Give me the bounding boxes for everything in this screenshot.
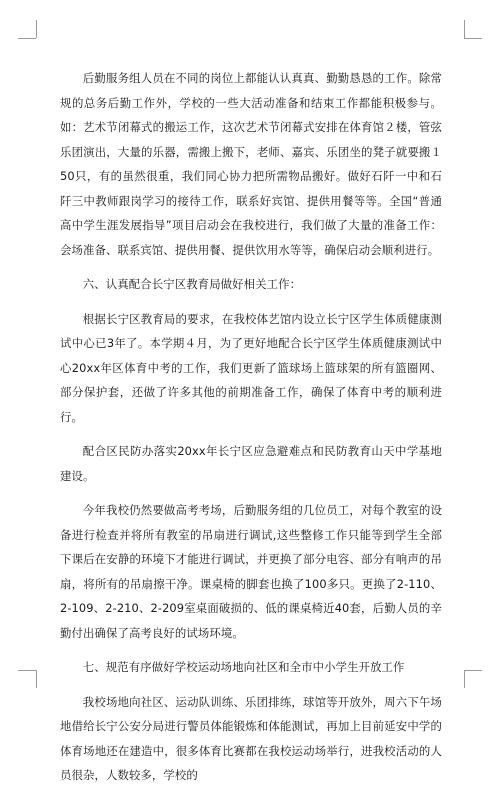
corner-mark-bottom-right-v	[464, 670, 465, 688]
corner-mark-top-right-v	[464, 20, 465, 38]
corner-mark-bottom-left-h	[18, 670, 36, 671]
paragraph-fitness-test-center: 根据长宁区教育局的要求，在我校体艺馆内设立长宁区学生体质健康测试中心已3年了。本学期４月，为了更好地配合长宁区学生体质健康测试中心20xx年区体育中考的工作，我们更新了篮球场上篮球架的所有篮圈网、部分保护套，还做了许多其他的前期准备工作，确保了体育中考的顺利进行。	[60, 311, 442, 424]
document-body	[60, 66, 442, 798]
corner-mark-top-left-h	[18, 38, 36, 39]
corner-mark-bottom-right-h	[464, 670, 482, 671]
paragraph-exam-venue: 今年我校仍然要做高考考场，后勤服务组的几位员工，对每个教室的设备进行检查并将所有教室的吊扇进行调试,这些整修工作只能等到学生全部下课后在安静的环境下才能进行调试，并更换了部分电容、部分有响声的吊扇，将所有的吊扇擦干净。课桌椅的脚套也换了100多只。更换了2-110、2-109、2-210、2-209室桌面破损的、低的课桌椅近40套，后勤人员的辛勤付出确保了高考良好的试场环境。	[60, 503, 442, 640]
corner-mark-bottom-left-v	[36, 670, 37, 688]
paragraph-field-opening: 我校场地向社区、运动队训练、乐团排练，球馆等开放外，周六下午场地借给长宁公安分局进行警员体能锻炼和体能测试，再加上目前延安中学的体育场地还在建造中，很多体育比赛都在我校运动场举行，进我校活动的人员很杂，人数较多，学校的	[60, 694, 442, 782]
paragraph-logistics-staff: 后勤服务组人员在不同的岗位上都能认认真真、勤勤恳恳的工作。除常规的总务后勤工作外，学校的一些大活动准备和结束工作都能积极参与。如：艺术节闭幕式的搬运工作，这次艺术节闭幕式安排在体育馆２楼，管弦乐团演出，大量的乐器，需搬上搬下，老师、嘉宾、乐团坐的凳子就要搬１50只，有的虽然很重，我们同心协力把所需物品搬好。做好石阡一中和石阡三中教师跟岗学习的接待工作，联系好宾馆、提供用餐等等。全国“普通高中学生涯发展指导”项目启动会在我校进行，我们做了大量的准备工作：会场准备、联系宾馆、提供用餐、提供饮用水等等，确保启动会顺利进行。	[60, 71, 442, 257]
heading-section-six: 六、认真配合长宁区教育局做好相关工作：	[82, 277, 302, 291]
corner-mark-top-left-v	[36, 20, 37, 38]
paragraph-civil-defense: 配合区民防办落实20xx年长宁区应急避难点和民防教育山天中学基地建设。	[60, 444, 442, 483]
heading-section-seven: 七、规范有序做好学校运动场地向社区和全市中小学生开放工作	[82, 660, 405, 674]
corner-mark-top-right-h	[464, 38, 482, 39]
